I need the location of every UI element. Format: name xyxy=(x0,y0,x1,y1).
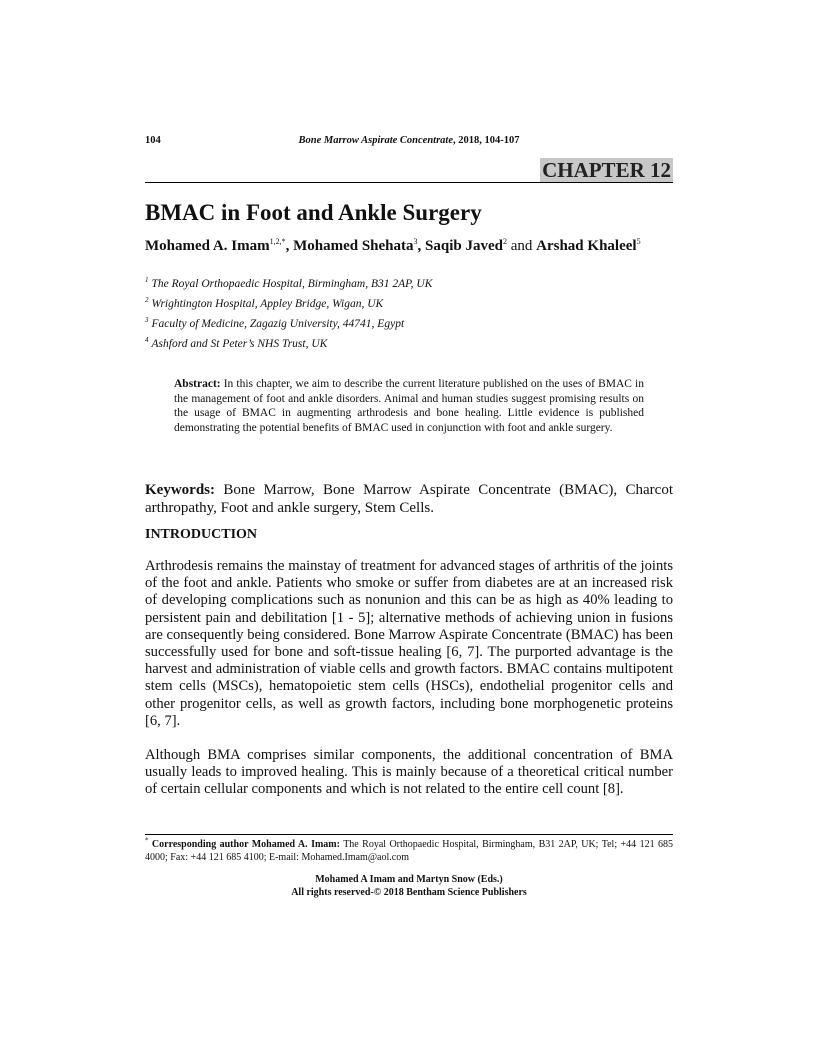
paper-title: BMAC in Foot and Ankle Surgery xyxy=(145,200,482,225)
chapter-label: CHAPTER 12 xyxy=(542,158,671,182)
abstract xyxy=(174,377,644,435)
book-title-line xyxy=(145,135,673,146)
affiliation-number: 3 xyxy=(145,316,149,325)
author-separator: , xyxy=(417,238,426,254)
affiliation xyxy=(145,337,673,357)
author-list xyxy=(145,237,673,255)
footnote-label: Corresponding author Mohamed A. Imam: xyxy=(151,839,340,850)
author-affil-mark: 5 xyxy=(636,237,641,246)
imprint xyxy=(145,874,673,899)
author-affil-mark: 1,2,* xyxy=(269,237,286,246)
footnote-text: The Royal Orthopaedic Hospital, Birmingham, B31 2AP, UK; Tel; +44 121 685 4000; Fax: +44 121 685 4100; E-mail: Mohamed.Imam@aol.com xyxy=(145,839,673,863)
author-affil-mark: 2 xyxy=(502,237,507,246)
affiliation xyxy=(145,297,673,317)
author-name: Saqib Javed xyxy=(425,238,503,254)
imprint-rights: All rights reserved-© 2018 Bentham Science Publishers xyxy=(291,886,527,898)
abstract-label: Abstract: xyxy=(174,378,221,390)
chapter-divider xyxy=(145,182,673,183)
affiliation-number: 2 xyxy=(145,296,149,305)
affiliation xyxy=(145,277,673,297)
keywords xyxy=(145,481,673,517)
author-separator: , xyxy=(285,238,294,254)
author-separator: and xyxy=(506,238,537,254)
author-affil-mark: 3 xyxy=(413,237,418,246)
affiliation-text: Faculty of Medicine, Zagazig University, 44741, Egypt xyxy=(151,318,405,330)
author-name: Mohamed A. Imam xyxy=(145,238,270,254)
author-name: Mohamed Shehata xyxy=(293,238,414,254)
body-paragraph: Although BMA comprises similar components, the additional concentration of BMA usually leads to improved healing. This is mainly because of a theoretical critical number of certain cellular components and which is not related to the entire cell count [8]. xyxy=(145,747,673,798)
book-title: Bone Marrow Aspirate Concentrate xyxy=(298,135,453,146)
footnote xyxy=(145,838,673,864)
running-head xyxy=(145,135,673,149)
footnote-divider xyxy=(145,834,673,835)
footnote-mark: * xyxy=(145,836,149,845)
section-heading-introduction: INTRODUCTION xyxy=(145,527,258,542)
page-number: 104 xyxy=(145,135,161,146)
author-name: Arshad Khaleel xyxy=(536,238,637,254)
affiliation-list xyxy=(145,277,673,357)
keywords-text: Bone Marrow, Bone Marrow Aspirate Concentrate (BMAC), Charcot arthropathy, Foot and ankle surgery, Stem Cells. xyxy=(145,482,673,516)
book-details: , 2018, 104-107 xyxy=(453,135,520,146)
affiliation-text: The Royal Orthopaedic Hospital, Birmingham, B31 2AP, UK xyxy=(151,278,433,290)
keywords-label: Keywords: xyxy=(145,482,215,498)
affiliation-number: 4 xyxy=(145,336,149,345)
affiliation-text: Ashford and St Peter’s NHS Trust, UK xyxy=(151,338,328,350)
body-paragraph: Arthrodesis remains the mainstay of treatment for advanced stages of arthritis of the joints of the foot and ankle. Patients who smoke or suffer from diabetes are at an increased risk of developing complications such as nonunion and this can be as high as 40% leading to persistent pain and debilitation [1 - 5]; alternative methods of achieving union in fusions are consequently being considered. Bone Marrow Aspirate Concentrate (BMAC) has been successfully used for bone and soft-tissue healing [6, 7]. The purported advantage is the harvest and administration of viable cells and growth factors. BMAC contains multipotent stem cells (MSCs), hematopoietic stem cells (HSCs), endothelial progenitor cells and other progenitor cells, as well as growth factors, including bone morphogenetic proteins [6, 7]. xyxy=(145,558,673,729)
affiliation-text: Wrightington Hospital, Appley Bridge, Wigan, UK xyxy=(151,298,384,310)
abstract-text: In this chapter, we aim to describe the current literature published on the uses of BMAC in the management of foot and ankle disorders. Animal and human studies suggest promising results on the usage of BMAC in augmenting arthrodesis and bone healing. Little evidence is published demonstrating the potential benefits of BMAC used in conjunction with foot and ankle surgery. xyxy=(174,378,644,434)
affiliation-number: 1 xyxy=(145,276,149,285)
imprint-editors: Mohamed A Imam and Martyn Snow (Eds.) xyxy=(315,874,503,885)
affiliation xyxy=(145,317,673,337)
